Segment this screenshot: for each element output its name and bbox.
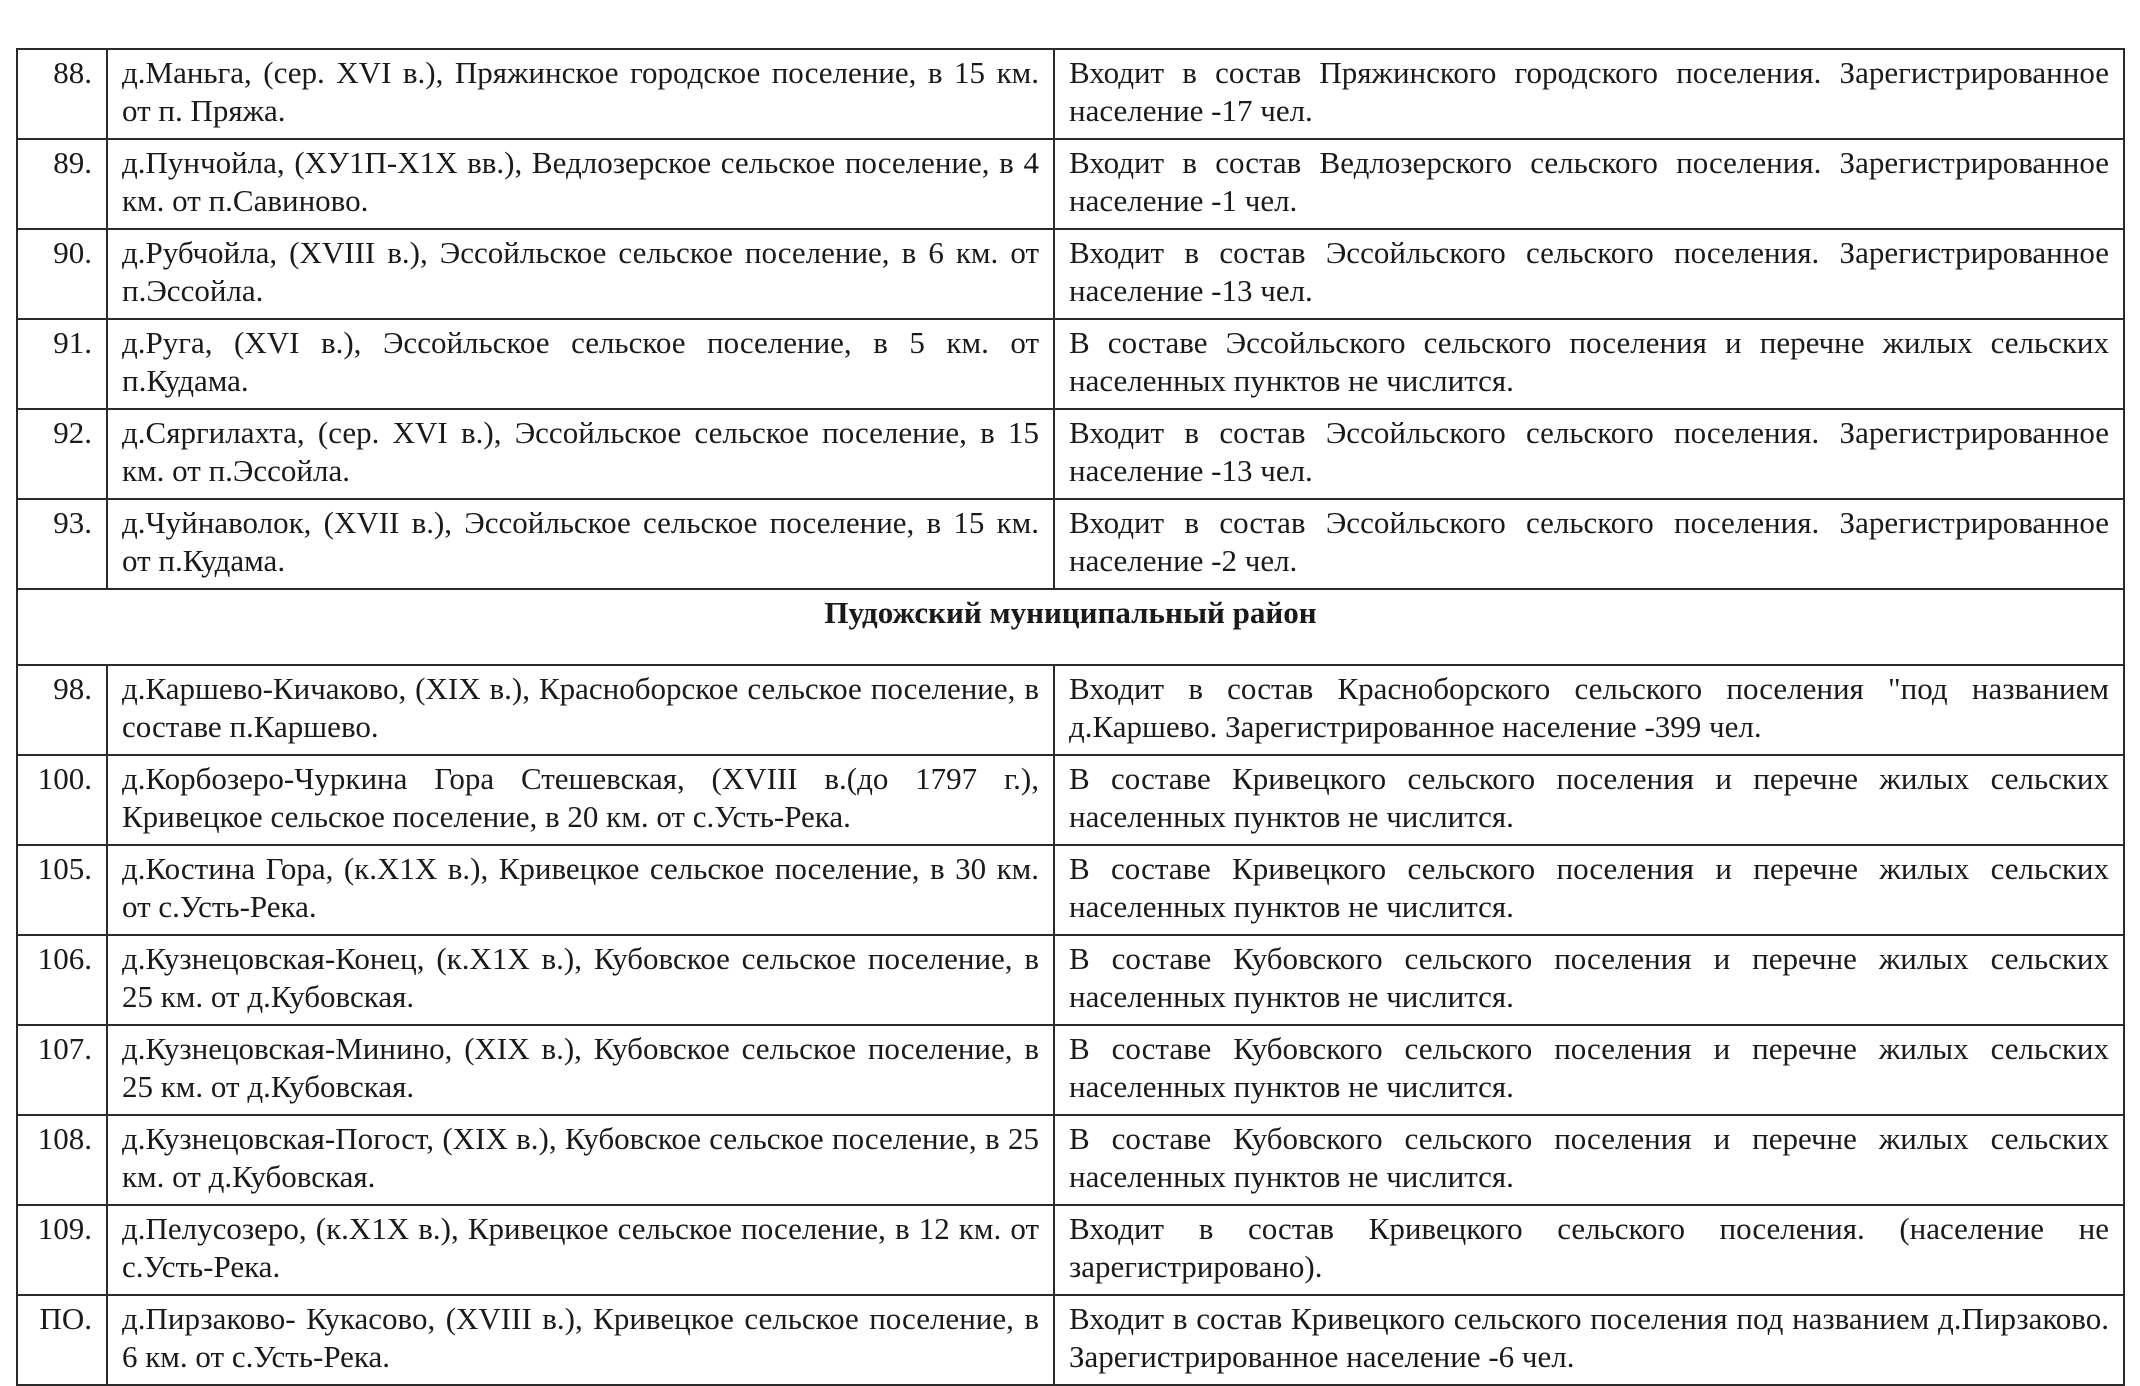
- settlement-description: д.Пирзаково- Кукасово, (XVIII в.), Кривецкое сельское поселение, в 6 км. от с.Усть-Река.: [107, 1295, 1054, 1385]
- settlement-description: д.Каршево-Кичаково, (XIX в.), Красноборское сельское поселение, в составе п.Каршево.: [107, 665, 1054, 755]
- table-row: [17, 139, 2124, 229]
- settlement-status: В составе Кубовского сельского поселения и перечне жилых сельских населенных пунктов не числится.: [1054, 1025, 2124, 1115]
- settlement-status: В составе Кубовского сельского поселения и перечне жилых сельских населенных пунктов не числится.: [1054, 1115, 2124, 1205]
- settlement-status: Входит в состав Кривецкого сельского поселения под названием д.Пирзаково. Зарегистрированное население -6 чел.: [1054, 1295, 2124, 1385]
- table-row: [17, 755, 2124, 845]
- settlement-status: Входит в состав Эссойльского сельского поселения. Зарегистрированное население -13 чел.: [1054, 229, 2124, 319]
- settlement-status: Входит в состав Пряжинского городского поселения. Зарегистрированное население -17 чел.: [1054, 49, 2124, 139]
- settlement-description: д.Пунчойла, (ХУ1П-Х1Х вв.), Ведлозерское сельское поселение, в 4 км. от п.Савиново.: [107, 139, 1054, 229]
- settlement-status: Входит в состав Красноборского сельского поселения "под названием д.Каршево. Зарегистрированное население -399 чел.: [1054, 665, 2124, 755]
- settlement-status: Входит в состав Ведлозерского сельского поселения. Зарегистрированное население -1 чел.: [1054, 139, 2124, 229]
- settlement-description: д.Костина Гора, (к.Х1Х в.), Кривецкое сельское поселение, в 30 км. от с.Усть-Река.: [107, 845, 1054, 935]
- table-row: [17, 229, 2124, 319]
- settlement-description: д.Пелусозеро, (к.Х1Х в.), Кривецкое сельское поселение, в 12 км. от с.Усть-Река.: [107, 1205, 1054, 1295]
- settlement-status: Входит в состав Кривецкого сельского поселения. (население не зарегистрировано).: [1054, 1205, 2124, 1295]
- settlement-description: д.Чуйнаволок, (XVII в.), Эссойльское сельское поселение, в 15 км. от п.Кудама.: [107, 499, 1054, 589]
- settlement-status: В составе Кривецкого сельского поселения и перечне жилых сельских населенных пунктов не числится.: [1054, 845, 2124, 935]
- row-number: 105.: [17, 845, 107, 935]
- table-row: [17, 1295, 2124, 1385]
- settlements-table: [16, 48, 2125, 1386]
- row-number: 92.: [17, 409, 107, 499]
- settlement-status: Входит в состав Эссойльского сельского поселения. Зарегистрированное население -2 чел.: [1054, 499, 2124, 589]
- row-number: 89.: [17, 139, 107, 229]
- settlement-status: В составе Кривецкого сельского поселения и перечне жилых сельских населенных пунктов не числится.: [1054, 755, 2124, 845]
- table-row: [17, 49, 2124, 139]
- row-number: 107.: [17, 1025, 107, 1115]
- table-row: [17, 409, 2124, 499]
- settlement-status: В составе Кубовского сельского поселения и перечне жилых сельских населенных пунктов не числится.: [1054, 935, 2124, 1025]
- table-row: [17, 319, 2124, 409]
- table-row: [17, 1205, 2124, 1295]
- settlement-description: д.Руга, (XVI в.), Эссойльское сельское поселение, в 5 км. от п.Кудама.: [107, 319, 1054, 409]
- row-number: 88.: [17, 49, 107, 139]
- table-row: [17, 1115, 2124, 1205]
- table-row: [17, 845, 2124, 935]
- settlement-description: д.Кузнецовская-Минино, (XIX в.), Кубовское сельское поселение, в 25 км. от д.Кубовская.: [107, 1025, 1054, 1115]
- table-row: [17, 665, 2124, 755]
- settlement-status: В составе Эссойльского сельского поселения и перечне жилых сельских населенных пунктов не числится.: [1054, 319, 2124, 409]
- table-row: [17, 499, 2124, 589]
- table-row: [17, 1025, 2124, 1115]
- section-row: [17, 589, 2124, 665]
- row-number: 109.: [17, 1205, 107, 1295]
- settlement-description: д.Корбозеро-Чуркина Гора Стешевская, (XVIII в.(до 1797 г.), Кривецкое сельское поселение, в 20 км. от с.Усть-Река.: [107, 755, 1054, 845]
- row-number: 90.: [17, 229, 107, 319]
- settlement-description: д.Сяргилахта, (сер. XVI в.), Эссойльское сельское поселение, в 15 км. от п.Эссойла.: [107, 409, 1054, 499]
- settlement-description: д.Маньга, (сер. XVI в.), Пряжинское городское поселение, в 15 км. от п. Пряжа.: [107, 49, 1054, 139]
- row-number: 108.: [17, 1115, 107, 1205]
- table-row: [17, 935, 2124, 1025]
- row-number: ПО.: [17, 1295, 107, 1385]
- settlement-description: д.Кузнецовская-Конец, (к.Х1Х в.), Кубовское сельское поселение, в 25 км. от д.Кубовская.: [107, 935, 1054, 1025]
- section-title: Пудожский муниципальный район: [17, 589, 2124, 665]
- settlement-description: д.Кузнецовская-Погост, (XIX в.), Кубовское сельское поселение, в 25 км. от д.Кубовская.: [107, 1115, 1054, 1205]
- settlement-status: Входит в состав Эссойльского сельского поселения. Зарегистрированное население -13 чел.: [1054, 409, 2124, 499]
- settlement-description: д.Рубчойла, (XVIII в.), Эссойльское сельское поселение, в 6 км. от п.Эссойла.: [107, 229, 1054, 319]
- row-number: 98.: [17, 665, 107, 755]
- row-number: 106.: [17, 935, 107, 1025]
- document-page: [16, 48, 2123, 1386]
- row-number: 91.: [17, 319, 107, 409]
- row-number: 93.: [17, 499, 107, 589]
- row-number: 100.: [17, 755, 107, 845]
